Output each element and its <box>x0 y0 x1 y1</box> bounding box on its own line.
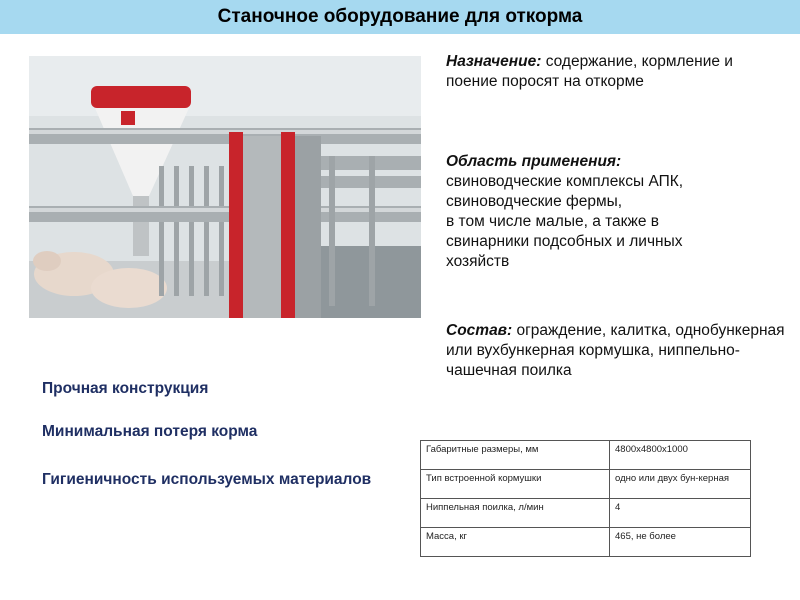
application-line: свиноводческие фермы, <box>446 193 623 210</box>
pen-photo-illustration <box>29 56 421 318</box>
feature-hygienic-materials: Гигиеничность используемых материалов <box>42 471 372 488</box>
spec-param: Габаритные размеры, мм <box>421 441 610 470</box>
spec-value: 4800x4800x1000 <box>610 441 751 470</box>
application-line: свиноводческие комплексы АПК, <box>446 173 684 190</box>
spec-value: 465, не более <box>610 528 751 557</box>
spec-param: Тип встроенной кормушки <box>421 470 610 499</box>
spec-value: одно или двух бун-керная <box>610 470 751 499</box>
composition-label: Состав: <box>446 322 513 339</box>
spec-param: Ниппельная поилка, л/мин <box>421 499 610 528</box>
composition-text: ограждение, калитка, однобункерная или вухбункерная кормушка, ниппельно-чашечная поилка <box>446 322 785 379</box>
composition-block <box>446 321 786 381</box>
table-row <box>421 441 751 470</box>
purpose-label: Назначение: <box>446 53 542 70</box>
purpose-block <box>446 52 786 92</box>
purpose-text: содержание, кормление и поение поросят на откорме <box>446 53 733 90</box>
spec-param: Масса, кг <box>421 528 610 557</box>
application-line: в том числе малые, а также в <box>446 213 659 230</box>
application-line: свинарники подсобных и личных <box>446 233 683 250</box>
table-row <box>421 470 751 499</box>
feature-durable-construction: Прочная конструкция <box>42 380 209 397</box>
page-title: Станочное оборудование для откорма <box>217 6 583 27</box>
table-row <box>421 499 751 528</box>
application-block <box>446 152 786 272</box>
application-label: Область применения: <box>446 153 622 170</box>
feature-minimal-feed-loss: Минимальная потеря корма <box>42 423 258 440</box>
specs-table <box>420 440 751 557</box>
application-line: хозяйств <box>446 253 510 270</box>
table-row <box>421 528 751 557</box>
spec-value: 4 <box>610 499 751 528</box>
pen-equipment-photo <box>29 56 421 318</box>
title-bar <box>0 0 800 34</box>
